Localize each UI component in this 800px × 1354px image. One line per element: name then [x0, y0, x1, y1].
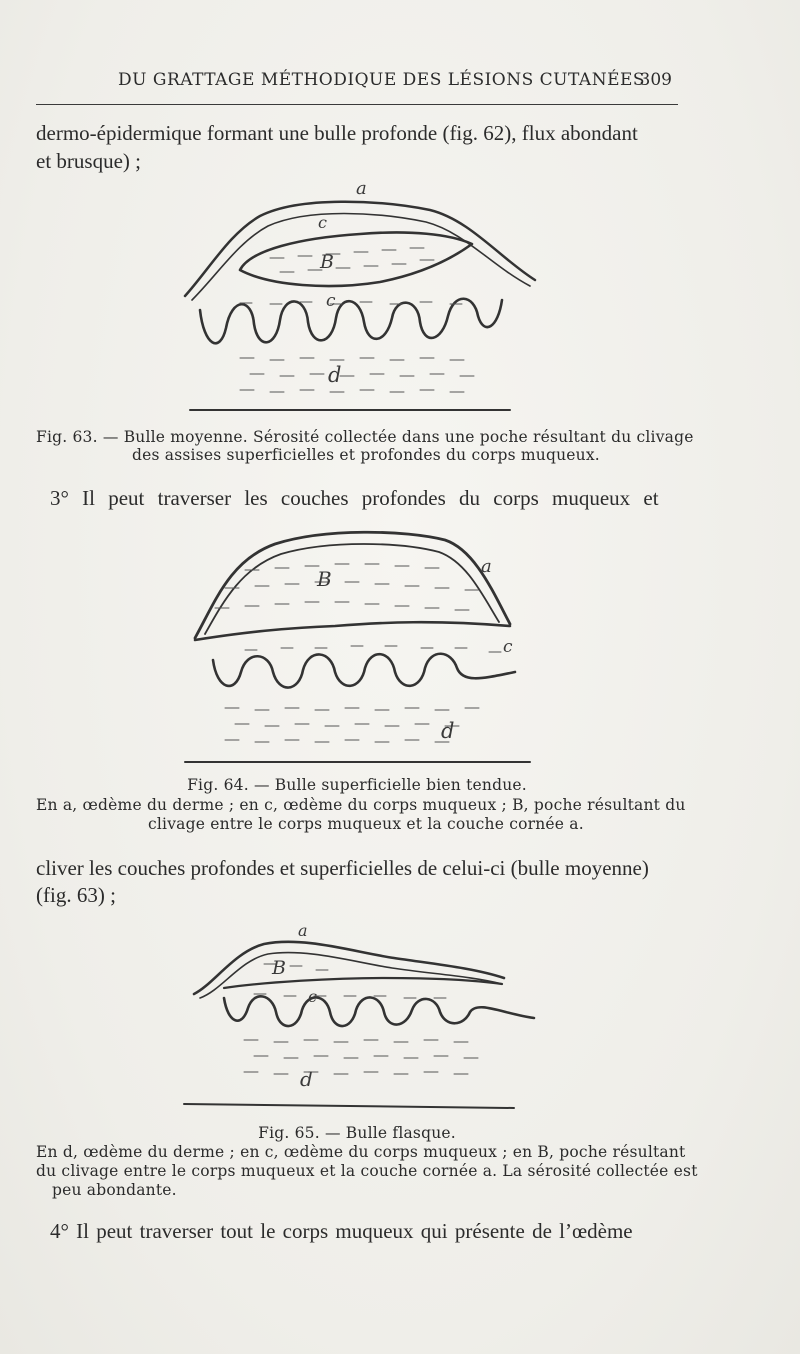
fig63-label-c-top: c — [318, 213, 327, 232]
fig63-label-a: a — [356, 178, 367, 199]
fig65-caption-line3: du clivage entre le corps muqueux et la couche cornée a. La sérosité collectée est — [36, 1162, 698, 1180]
fig64-caption-line1: Fig. 64. — Bulle superficielle bien tendue. — [187, 776, 527, 794]
fig64-caption-line3: clivage entre le corps muqueux et la couche cornée a. — [148, 815, 584, 833]
fig63-label-B: B — [320, 251, 334, 273]
header-rule — [36, 104, 678, 105]
fig63-caption-line2: des assises superficielles et profondes du corps muqueux. — [132, 446, 600, 464]
fig65-caption-line1: Fig. 65. — Bulle flasque. — [258, 1124, 456, 1142]
fig65-label-d: d — [300, 1067, 313, 1091]
figure-65-illustration — [184, 914, 539, 1114]
fig65-label-c: c — [308, 987, 317, 1006]
paragraph-line: cliver les couches profondes et superficielles de celui-ci (bulle moyenne) — [36, 856, 649, 880]
fig65-label-a: a — [298, 921, 308, 940]
figure-64-illustration — [185, 522, 530, 767]
paragraph-line: dermo-épidermique formant une bulle profonde (fig. 62), flux abondant — [36, 121, 638, 145]
figure-63-illustration — [180, 178, 540, 418]
fig65-caption-line4: peu abondante. — [52, 1181, 177, 1199]
fig65-label-B: B — [272, 957, 286, 979]
fig63-caption-line1: Fig. 63. — Bulle moyenne. Sérosité collectée dans une poche résultant du clivage — [36, 428, 694, 446]
paragraph-line: et brusque) ; — [36, 149, 141, 173]
fig64-label-a: a — [481, 556, 492, 577]
fig63-label-c-mid: c — [326, 291, 336, 311]
fig64-label-c: c — [503, 637, 513, 657]
fig65-caption-line2: En d, œdème du derme ; en c, œdème du corps muqueux ; en B, poche résultant — [36, 1143, 686, 1161]
fig64-caption-line2: En a, œdème du derme ; en c, œdème du corps muqueux ; B, poche résultant du — [36, 796, 686, 814]
fig63-label-d: d — [328, 363, 342, 387]
fig64-label-d: d — [441, 719, 455, 743]
running-title: DU GRATTAGE MÉTHODIQUE DES LÉSIONS CUTANÉES — [118, 70, 646, 90]
paragraph-line: 3° Il peut traverser les couches profondes du corps muqueux et — [50, 486, 659, 510]
page-number: 309 — [639, 70, 672, 90]
paragraph-line: (fig. 63) ; — [36, 883, 116, 907]
paragraph-line: 4° Il peut traverser tout le corps muqueux qui présente de l’œdème — [50, 1219, 633, 1243]
fig64-label-B: B — [317, 567, 332, 591]
